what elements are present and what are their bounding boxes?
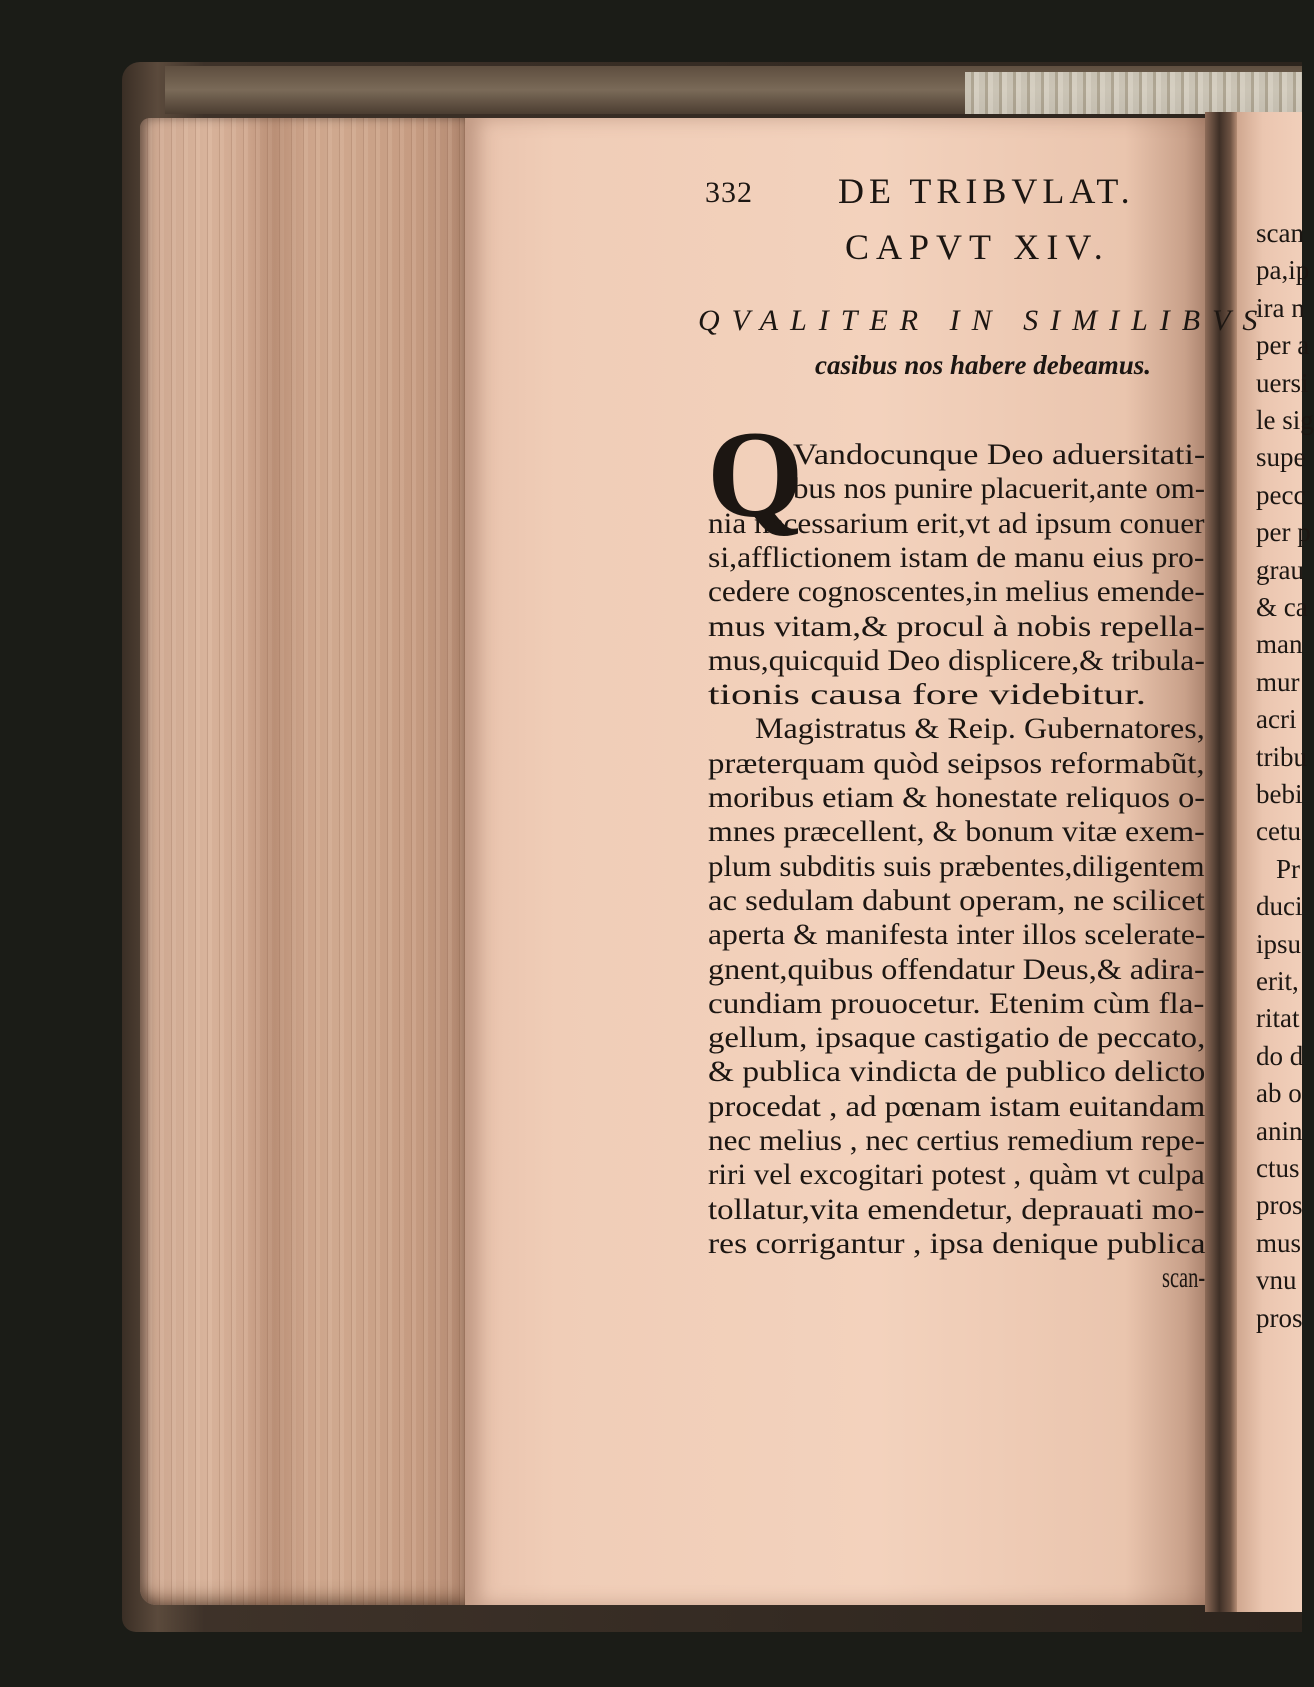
right-page-line: anin [1256,1115,1303,1146]
right-page-line: ctus [1256,1153,1300,1183]
text-line: ac sedulam dabunt operam, ne scilicet [708,884,1205,917]
text-line: scan- [1162,1262,1206,1295]
right-page-line: vnu [1256,1265,1297,1296]
running-head: DE TRIBVLAT. [838,171,1135,211]
text-line: nia necessarium erit,vt ad ipsum conuer [708,507,1205,540]
right-page-line: mus [1256,1227,1302,1258]
right-page-line: & ca [1256,592,1308,622]
text-line: nec melius , nec certius remedium repe- [708,1125,1205,1157]
chapter-heading: CAPVT XIV. [845,227,1110,267]
chapter-title-line-2: casibus nos habere debeamus. [815,350,1152,380]
text-line: præterquam quòd seipsos reformabũt, [708,747,1205,780]
right-page-line: duci [1256,891,1303,922]
right-page-line: acri [1256,704,1297,735]
right-page-line: ritat [1256,1003,1300,1034]
text-line: gnent,quibus offendatur Deus,& adira- [708,953,1205,986]
right-page-line: per p [1256,517,1311,548]
right-page-line: le sig [1256,405,1314,435]
drop-cap: Q [707,406,804,543]
text-line: tionis causa fore videbitur. [708,679,1147,712]
page-number: 332 [705,176,753,209]
text-line: moribus etiam & honestate reliquos o- [708,782,1206,814]
headband [965,72,1302,114]
text-line: si,afflictionem istam de manu eius pro- [708,541,1205,574]
right-page-line: pros [1256,1190,1303,1221]
page-block-stain [245,118,305,1605]
right-page-line: uersi [1256,367,1309,398]
right-page-line: supe [1256,442,1306,473]
text-line: riri vel excogitari potest , quàm vt culpa [708,1159,1205,1192]
text-line: gellum, ipsaque castigatio de peccato, [708,1022,1206,1055]
right-page-line: bebi [1256,779,1303,809]
right-page-line: mur [1256,666,1300,697]
right-page-line: erit, [1256,966,1299,996]
text-line: mus vitam,& procul à nobis repella- [708,610,1206,643]
right-page-line: man [1256,629,1303,660]
right-page-line: pa,ip [1256,255,1310,286]
right-page-line: Pr [1276,853,1301,884]
right-page-line: ipsu [1256,928,1302,959]
text-line: & publica vindicta de publico delicto [708,1056,1206,1089]
text-line: bus nos punire placuerit,ante om- [793,473,1206,506]
text-line: mus,quicquid Deo displicere,& tribula- [708,644,1205,677]
right-page-line: scan [1256,218,1304,248]
text-line: res corrigantur , ipsa denique publica [708,1227,1206,1260]
text-line: aperta & manifesta inter illos scelerate- [708,919,1206,952]
right-page-line: ab o [1256,1078,1302,1109]
text-line: Magistratus & Reip. Gubernatores, [755,713,1205,746]
right-page-line: grau [1256,554,1304,585]
text-line: tollatur,vita emendetur, deprauati mo- [708,1193,1205,1226]
text-line: cedere cognoscentes,in melius emende- [708,576,1205,609]
right-page-line: pros [1256,1302,1303,1333]
right-page-line: per a [1256,330,1310,361]
right-page-line: ira n [1256,292,1305,323]
text-line: procedat , ad pœnam istam euitandam [708,1090,1206,1123]
chapter-title-line-1: QVALITER IN SIMILIBVS [698,304,1270,337]
right-page-line: cetu [1256,816,1301,847]
text-line: mnes præcellent, & bonum vitæ exem- [708,816,1205,849]
text-line: cundiam prouocetur. Etenim cùm fla- [708,987,1205,1020]
right-page-line: pecc [1256,479,1306,510]
right-page-line: tribu [1256,741,1307,772]
text-line: Vandocunque Deo aduersitati- [793,439,1206,471]
right-page-line: do d [1256,1040,1304,1071]
text-line: plum subditis suis præbentes,diligentem [708,850,1205,883]
